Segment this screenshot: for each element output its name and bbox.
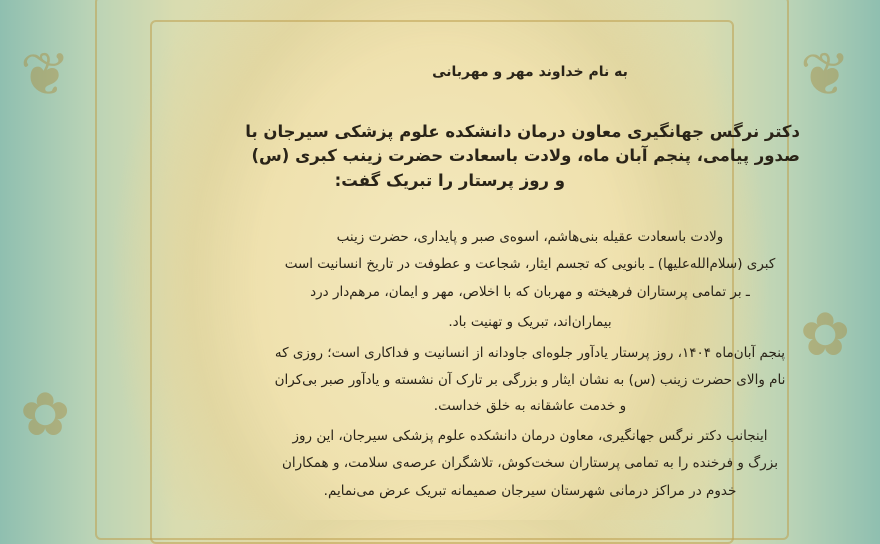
body-line: بیماران‌اند، تبریک و تهنیت باد. — [448, 314, 612, 330]
body-line: ولادت باسعادت عقیله بنی‌هاشم، اسوه‌ی صبر و پایداری، حضرت زینب — [336, 229, 724, 245]
body-line: پنجم آبان‌ماه ۱۴۰۴، روز پرستار یادآور جلوه‌ای جاودانه از انسانیت و فداکاری است؛ روزی که — [274, 345, 786, 361]
headline-line: صدور پیامی، پنجم آبان ماه، ولادت باسعادت حضرت زینب کبری (س) — [251, 146, 800, 165]
body-line: بزرگ و فرخنده را به تمامی پرستاران سخت‌کوش، تلاشگران عرصه‌ی سلامت، و همکاران — [281, 455, 778, 471]
document-title: به نام خداوند مهر و مهربانی — [432, 64, 628, 80]
body-line: اینجانب دکتر نرگس جهانگیری، معاون درمان دانشکده علوم پزشکی سیرجان، این روز — [292, 428, 768, 444]
floral-ornament-icon: ❦ — [800, 40, 851, 110]
headline-line: و روز پرستار را تبریک گفت: — [334, 171, 565, 190]
floral-ornament-icon: ✿ — [20, 380, 71, 450]
floral-ornament-icon: ✿ — [800, 300, 851, 370]
body-line: نام والای حضرت زینب (س) به نشان ایثار و بزرگی بر تارک آن نشسته و یادآور صبر بی‌کران — [274, 372, 786, 388]
body-line: و خدمت عاشقانه به خلق خداست. — [433, 398, 627, 414]
body-line: کبری (سلام‌الله‌علیها) ـ بانویی که تجسم ایثار، شجاعت و عطوفت در تاریخ انسانیت است — [284, 256, 776, 272]
message-document — [245, 0, 810, 520]
body-line: ـ بر تمامی پرستاران فرهیخته و مهربان که با اخلاص، مهر و ایمان، مرهم‌دار درد — [310, 284, 750, 300]
floral-ornament-icon: ❦ — [20, 40, 71, 110]
headline-line: دکتر نرگس جهانگیری معاون درمان دانشکده علوم پزشکی سیرجان با — [245, 122, 800, 141]
body-line: خدوم در مراکز درمانی شهرستان سیرجان صمیمانه تبریک عرض می‌نمایم. — [323, 483, 737, 499]
